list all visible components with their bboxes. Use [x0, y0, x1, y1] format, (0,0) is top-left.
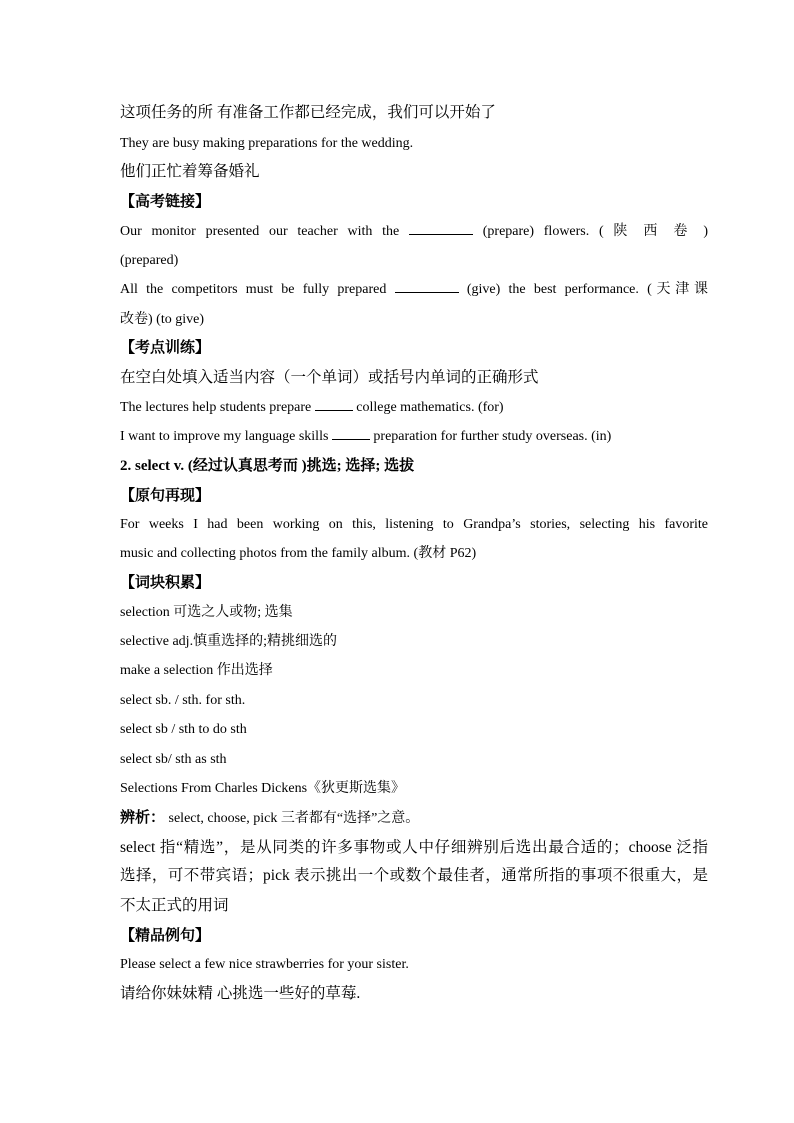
- distinction-label: 辨析：: [120, 810, 166, 826]
- gaokao-question-2: [120, 280, 708, 302]
- question-text-after: preparation for further study overseas. (in): [369, 429, 612, 444]
- answer-blank: [315, 398, 353, 411]
- gaokao-question-1: [120, 222, 708, 244]
- distinction-explanation-line-3: 不太正式的用词: [120, 897, 229, 914]
- question-text-before: Our monitor presented our teacher with the: [120, 224, 409, 239]
- question-text-after: (prepare) flowers. ( 陕 西 卷 ): [473, 224, 708, 239]
- section-heading-practice: 【考点训练】: [120, 340, 211, 356]
- section-heading-original-sentence: 【原句再现】: [120, 488, 211, 504]
- original-sentence-line-2: music and collecting photos from the family album. (教材 P62): [120, 546, 477, 561]
- distinction-explanation-line-2: 选择，可不带宾语；pick 表示挑出一个或数个最佳者，通常所指的事项不很重大，是: [120, 867, 708, 884]
- question-text-after: (give) the best performance. (天津课: [458, 282, 708, 297]
- english-example: They are busy making preparations for the wedding.: [120, 136, 414, 151]
- word-entry-heading: 2. select v. (经过认真思考而 )挑选; 选择; 选拔: [120, 458, 415, 474]
- answer-key: (prepared): [120, 253, 179, 268]
- answer-blank: [395, 280, 459, 293]
- word-chunk-item: select sb / sth to do sth: [120, 722, 247, 737]
- example-sentence: Please select a few nice strawberries for your sister.: [120, 957, 409, 972]
- question-text-before: The lectures help students prepare: [120, 400, 315, 415]
- answer-key: 改卷) (to give): [120, 312, 204, 327]
- chinese-sentence: 这项任务的所 有准备工作都已经完成，我们可以开始了: [120, 104, 496, 121]
- distinction-intro: [120, 808, 708, 830]
- chinese-translation: 他们正忙着筹备婚礼: [120, 163, 260, 180]
- practice-question-1: [120, 398, 708, 420]
- practice-question-2: [120, 427, 708, 449]
- example-translation: 请给你妹妹精 心挑选一些好的草莓.: [120, 985, 361, 1002]
- word-chunk-item: select sb/ sth as sth: [120, 752, 227, 767]
- question-text-before: I want to improve my language skills: [120, 429, 332, 444]
- word-chunk-item: selection 可选之人或物; 选集: [120, 605, 293, 620]
- practice-instruction: 在空白处填入适当内容（一个单词）或括号内单词的正确形式: [120, 369, 539, 386]
- distinction-explanation-line-1: select 指“精选”，是从同类的许多事物或人中仔细辨别后选出最合适的；choose 泛指: [120, 839, 708, 856]
- word-chunk-item: make a selection 作出选择: [120, 663, 273, 678]
- word-chunk-item: select sb. / sth. for sth.: [120, 693, 246, 708]
- question-text-after: college mathematics. (for): [352, 400, 504, 415]
- question-text-before: All the competitors must be fully prepared: [120, 282, 395, 297]
- answer-blank: [409, 222, 473, 235]
- word-chunk-item: Selections From Charles Dickens《狄更斯选集》: [120, 781, 406, 796]
- section-heading-word-chunks: 【词块积累】: [120, 575, 211, 591]
- section-heading-gaokao-link: 【高考链接】: [120, 194, 211, 210]
- distinction-text: select, choose, pick 三者都有“选择”之意。: [165, 811, 420, 826]
- answer-blank: [332, 427, 370, 440]
- section-heading-example-sentences: 【精品例句】: [120, 928, 211, 944]
- original-sentence-line-1: For weeks I had been working on this, listening to Grandpa’s stories, selecting his favorite: [120, 517, 708, 532]
- word-chunk-item: selective adj.慎重选择的;精挑细选的: [120, 634, 337, 649]
